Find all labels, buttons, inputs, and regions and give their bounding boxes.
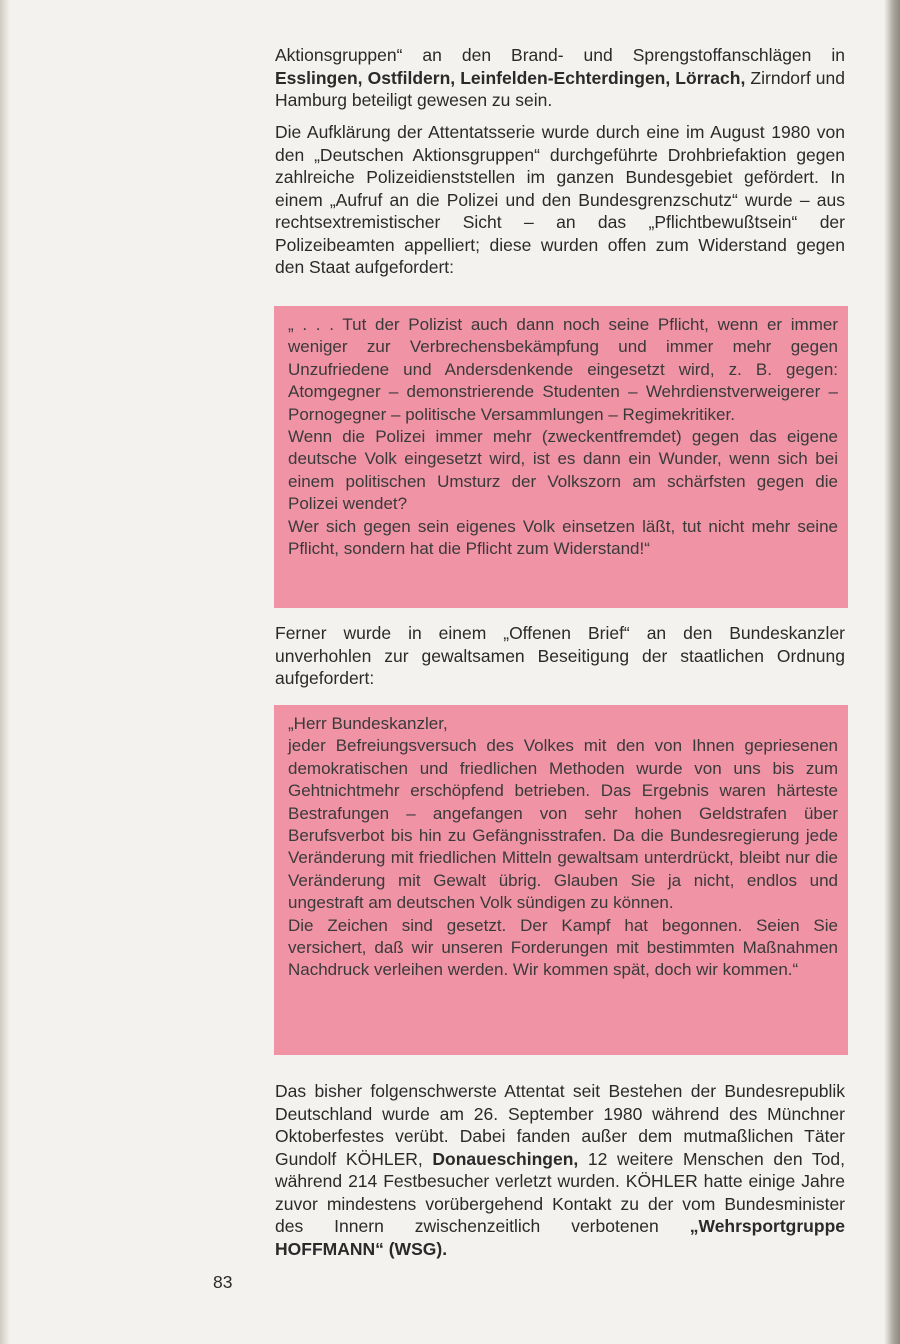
paragraph-aufklaerung: Die Aufklärung der Attentatsserie wurde durch eine im August 1980 von den „Deutschen Aktionsgruppen“ durchgeführte Drohbriefaktion gegen zahlreiche Polizeidienststellen im ganzen Bundesgebiet gefördert. In einem „Aufruf an die Polizei und den Bundesgrenzschutz“ wurde – aus rechtsextremistischer Sicht – an das „Pflichtbewußtsein“ der Polizeibeamten appelliert; diese wurden offen zum Widerstand gegen den Staat aufgefordert: [275,122,845,277]
page-right-edge [884,0,900,1344]
quote-paragraph: Wenn die Polizei immer mehr (zweckentfremdet) gegen das eigene deutsche Volk eingesetzt wird, ist es dann ein Wunder, wenn sich bei einem politischen Umsturz der Volkszorn am schärfsten gegen die Polizei wendet? [288,427,838,514]
text-span: Aktionsgruppen“ an den Brand- und Sprengstoffanschlägen in [275,45,845,65]
quote-box-polizei [274,306,848,608]
bold-wsg: „Wehrsportgruppe HOFFMANN“ (WSG). [275,1216,845,1259]
bold-places: Esslingen, Ostfildern, Leinfelden-Echterdingen, Lörrach, [275,67,746,88]
text-span: 12 weitere Menschen den Tod, während 214 Festbesucher verletzt wurden. KÖHLER hatte einige Jahre zuvor mindestens vorübergehend Kontakt zu der vom Bundesminister des Innern zwischenzeitlich verbotenen [275,1148,845,1236]
quote-paragraph: jeder Befreiungsversuch des Volkes mit den von Ihnen gepriesenen demokratischen und friedlichen Methoden wurde von uns bis zum Gehtnichtmehr erschöpfend betrieben. Das Ergebnis waren härteste Bestrafungen – angefangen von sehr hohen Geldstrafen über Berufsverbot bis hin zu Gefängnisstrafen. Da die Bundesregierung jede Veränderung mit friedlichen Mitteln gewaltsam unterdrückt, bleibt nur die Veränderung mit Gewalt übrig. Glauben Sie ja nicht, endlos und ungestraft am deutschen Volk sündigen zu können. [288,736,838,913]
paragraph-aktionsgruppen [275,44,845,112]
quote-box-bundeskanzler [274,705,848,1055]
page-left-edge [0,0,10,1344]
text-span: Das bisher folgenschwerste Attentat seit Bestehen der Bundesrepublik Deutschland wurde am 26. September 1980 während des Münchner Oktoberfestes verübt. Dabei fanden außer dem mutmaßlichen Täter Gundolf KÖHLER, [275,1081,845,1169]
quote-paragraph: „Herr Bundeskanzler, [288,714,448,733]
bold-place: Donaueschingen, [432,1148,579,1169]
paragraph-oktoberfest [275,1080,845,1260]
quote-paragraph: Die Zeichen sind gesetzt. Der Kampf hat begonnen. Seien Sie versichert, daß wir unseren Forderungen mit bestimmten Maßnahmen Nachdruck verleihen werden. Wir kommen spät, doch wir kommen.“ [288,915,838,980]
quote-paragraph: „ . . . Tut der Polizist auch dann noch seine Pflicht, wenn er immer weniger zur Verbrechensbekämpfung und immer mehr gegen Unzufriedene und Andersdenkende eingesetzt wird, z. B. gegen: Atomgegner – demonstrierende Studenten – Wehrdienstverweigerer – Pornogegner – politische Versammlungen – Regimekritiker. [288,315,838,424]
text-span: Zirndorf und Hamburg beteiligt gewesen zu sein. [275,67,846,110]
quote-paragraph: Wer sich gegen sein eigenes Volk einsetzen läßt, tut nicht mehr seine Pflicht, sondern hat die Pflicht zum Widerstand!“ [288,516,838,559]
page-number: 83 [213,1272,233,1292]
paragraph-offener-brief: Ferner wurde in einem „Offenen Brief“ an den Bundeskanzler unverhohlen zur gewaltsamen Beseitigung der staatlichen Ordnung aufgefordert: [275,623,845,688]
